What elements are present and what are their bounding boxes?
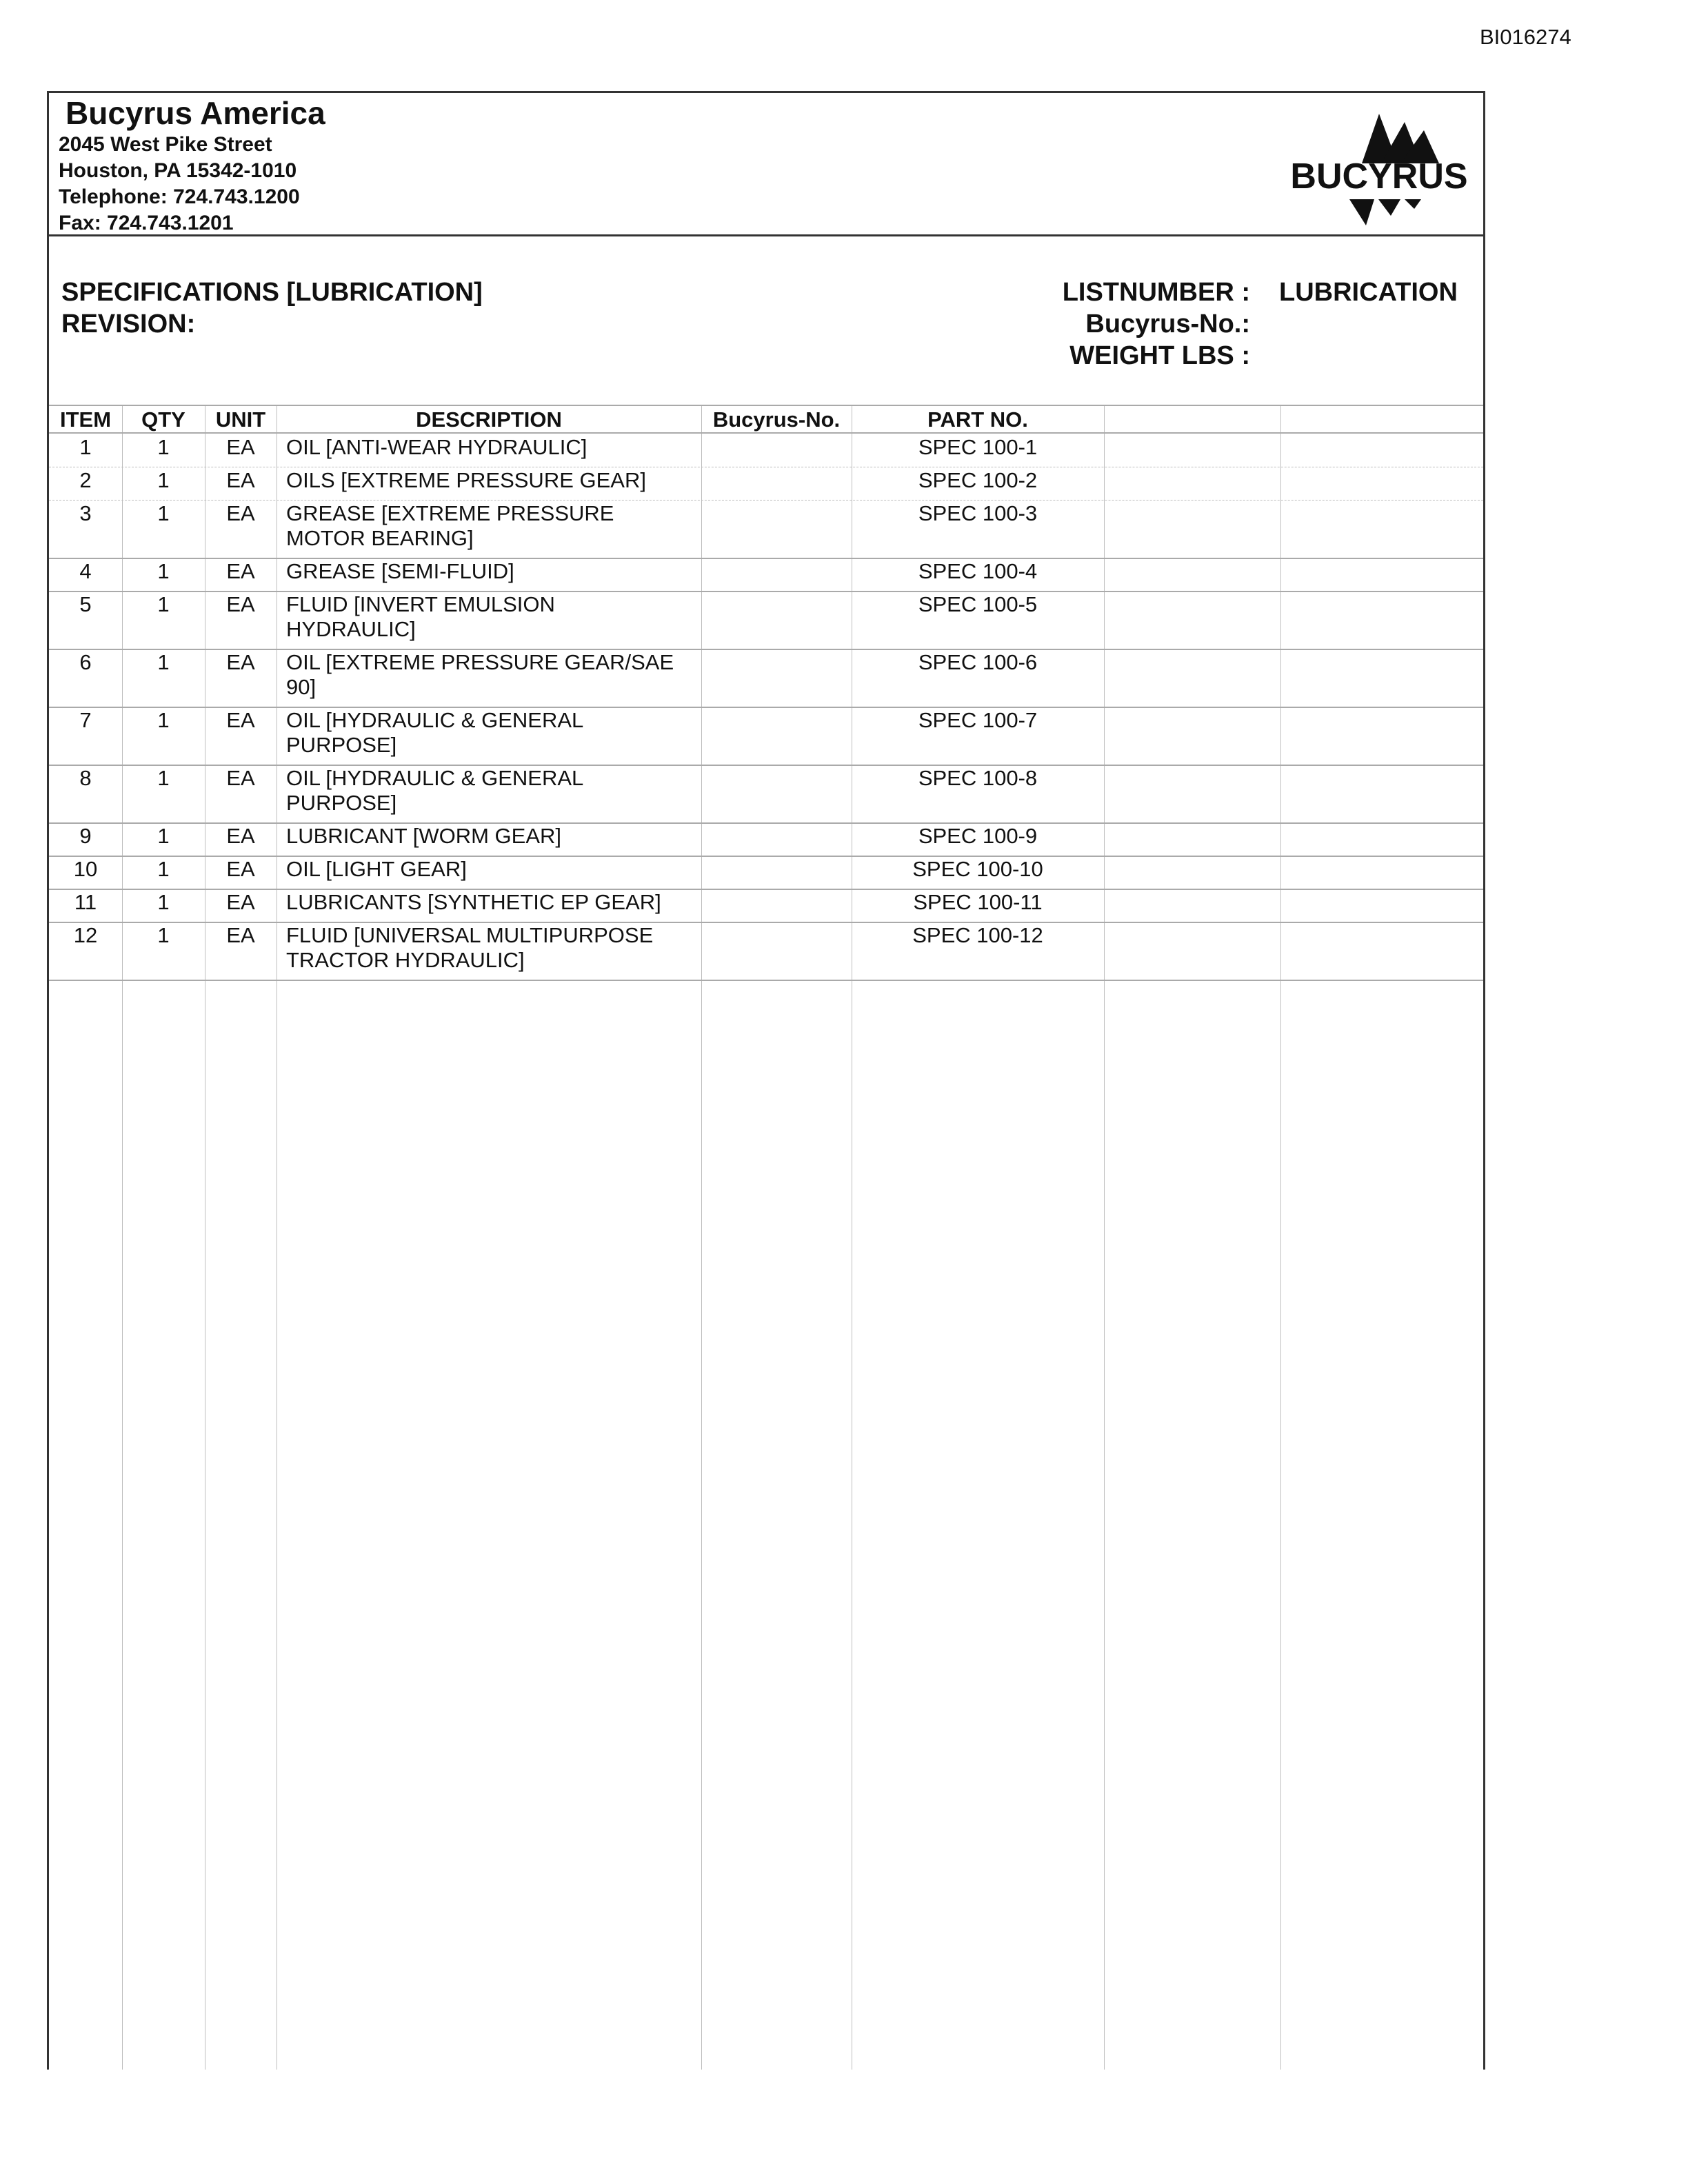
table-row <box>49 650 1483 708</box>
description-cell: OIL [ANTI-WEAR HYDRAULIC] <box>286 435 587 459</box>
description-cell: OIL [EXTREME PRESSURE GEAR/SAE <box>286 650 674 674</box>
item-cell: 5 <box>79 592 92 616</box>
description-cell-line2: PURPOSE] <box>286 791 397 815</box>
part-no-cell: SPEC 100-9 <box>918 824 1038 848</box>
unit-cell: EA <box>226 559 255 583</box>
part-no-cell: SPEC 100-5 <box>918 592 1038 616</box>
table-row <box>49 766 1483 824</box>
qty-cell: 1 <box>157 559 170 583</box>
table-row <box>49 857 1483 890</box>
header-unit: UNIT <box>215 407 266 432</box>
part-no-cell: SPEC 100-8 <box>918 766 1038 790</box>
listnumber-value: LUBRICATION <box>1279 278 1458 307</box>
company-name: Bucyrus America <box>66 95 325 131</box>
company-street: 2045 West Pike Street <box>59 133 272 156</box>
qty-cell: 1 <box>157 890 170 914</box>
row-divider <box>49 500 1483 501</box>
revision-label: REVISION: <box>61 310 196 338</box>
table-row <box>49 559 1483 592</box>
unit-cell: EA <box>226 468 255 492</box>
qty-cell: 1 <box>157 592 170 616</box>
item-cell: 7 <box>79 708 92 732</box>
item-cell: 9 <box>79 824 92 848</box>
header-description: DESCRIPTION <box>416 407 562 432</box>
table-row <box>49 501 1483 559</box>
unit-cell: EA <box>226 923 255 947</box>
item-cell: 4 <box>79 559 92 583</box>
item-cell: 2 <box>79 468 92 492</box>
unit-cell: EA <box>226 435 255 459</box>
qty-cell: 1 <box>157 766 170 790</box>
header-part-no: PART NO. <box>927 407 1028 432</box>
bucyrus-logo <box>1279 103 1479 234</box>
item-cell: 8 <box>79 766 92 790</box>
unit-cell: EA <box>226 824 255 848</box>
logo-wordmark: BUCYRUS <box>1290 156 1468 196</box>
qty-cell: 1 <box>157 857 170 881</box>
part-no-cell: SPEC 100-6 <box>918 650 1038 674</box>
listnumber-label: LISTNUMBER : <box>1062 278 1250 307</box>
part-no-cell: SPEC 100-10 <box>912 857 1043 881</box>
qty-cell: 1 <box>157 435 170 459</box>
table-row <box>49 435 1483 468</box>
item-cell: 6 <box>79 650 92 674</box>
parts-table <box>49 405 1483 2070</box>
company-city: Houston, PA 15342-1010 <box>59 159 297 182</box>
part-no-cell: SPEC 100-11 <box>913 890 1043 914</box>
table-row <box>49 824 1483 857</box>
part-no-cell: SPEC 100-1 <box>918 435 1038 459</box>
description-cell: FLUID [INVERT EMULSION <box>286 592 555 616</box>
table-row <box>49 708 1483 766</box>
description-cell: OIL [HYDRAULIC & GENERAL <box>286 766 584 790</box>
company-header <box>49 93 1483 236</box>
qty-cell: 1 <box>157 468 170 492</box>
qty-cell: 1 <box>157 923 170 947</box>
description-cell: GREASE [EXTREME PRESSURE <box>286 501 614 525</box>
header-qty: QTY <box>141 407 185 432</box>
description-cell: OIL [LIGHT GEAR] <box>286 857 467 881</box>
part-no-cell: SPEC 100-4 <box>918 559 1038 583</box>
item-cell: 10 <box>73 857 98 881</box>
document-frame <box>47 91 1485 2070</box>
unit-cell: EA <box>226 708 255 732</box>
qty-cell: 1 <box>157 501 170 525</box>
part-no-cell: SPEC 100-12 <box>912 923 1043 947</box>
description-cell-line2: MOTOR BEARING] <box>286 526 474 550</box>
table-row <box>49 468 1483 501</box>
description-cell-line2: 90] <box>286 675 316 699</box>
item-cell: 3 <box>79 501 92 525</box>
item-cell: 12 <box>73 923 98 947</box>
bucyrus-no-label: Bucyrus-No.: <box>1085 310 1250 338</box>
table-top-rule <box>49 405 1483 406</box>
document-id: BI016274 <box>1480 25 1571 49</box>
description-cell: OILS [EXTREME PRESSURE GEAR] <box>286 468 646 492</box>
description-cell: FLUID [UNIVERSAL MULTIPURPOSE <box>286 923 654 947</box>
qty-cell: 1 <box>157 824 170 848</box>
item-cell: 11 <box>74 890 97 914</box>
unit-cell: EA <box>226 501 255 525</box>
unit-cell: EA <box>226 890 255 914</box>
part-no-cell: SPEC 100-2 <box>918 468 1038 492</box>
spec-title: SPECIFICATIONS [LUBRICATION] <box>61 278 483 307</box>
company-telephone: Telephone: 724.743.1200 <box>59 185 300 208</box>
header-rule <box>49 432 1483 434</box>
table-row <box>49 890 1483 923</box>
part-no-cell: SPEC 100-7 <box>918 708 1038 732</box>
header-item: ITEM <box>59 407 112 432</box>
description-cell: GREASE [SEMI-FLUID] <box>286 559 514 583</box>
description-cell-line2: PURPOSE] <box>286 733 397 757</box>
unit-cell: EA <box>226 650 255 674</box>
description-cell: LUBRICANTS [SYNTHETIC EP GEAR] <box>286 890 661 914</box>
table-row <box>49 923 1483 981</box>
unit-cell: EA <box>226 592 255 616</box>
description-cell: LUBRICANT [WORM GEAR] <box>286 824 562 848</box>
qty-cell: 1 <box>157 650 170 674</box>
qty-cell: 1 <box>157 708 170 732</box>
description-cell-line2: HYDRAULIC] <box>286 617 416 641</box>
header-bucyrus-no: Bucyrus-No. <box>712 407 841 432</box>
table-row <box>49 592 1483 650</box>
description-cell-line2: TRACTOR HYDRAULIC] <box>286 948 525 972</box>
company-fax: Fax: 724.743.1201 <box>59 212 234 234</box>
row-divider <box>49 980 1483 981</box>
unit-cell: EA <box>226 857 255 881</box>
weight-label: WEIGHT LBS : <box>1069 341 1250 370</box>
description-cell: OIL [HYDRAULIC & GENERAL <box>286 708 584 732</box>
part-no-cell: SPEC 100-3 <box>918 501 1038 525</box>
unit-cell: EA <box>226 766 255 790</box>
item-cell: 1 <box>79 435 92 459</box>
